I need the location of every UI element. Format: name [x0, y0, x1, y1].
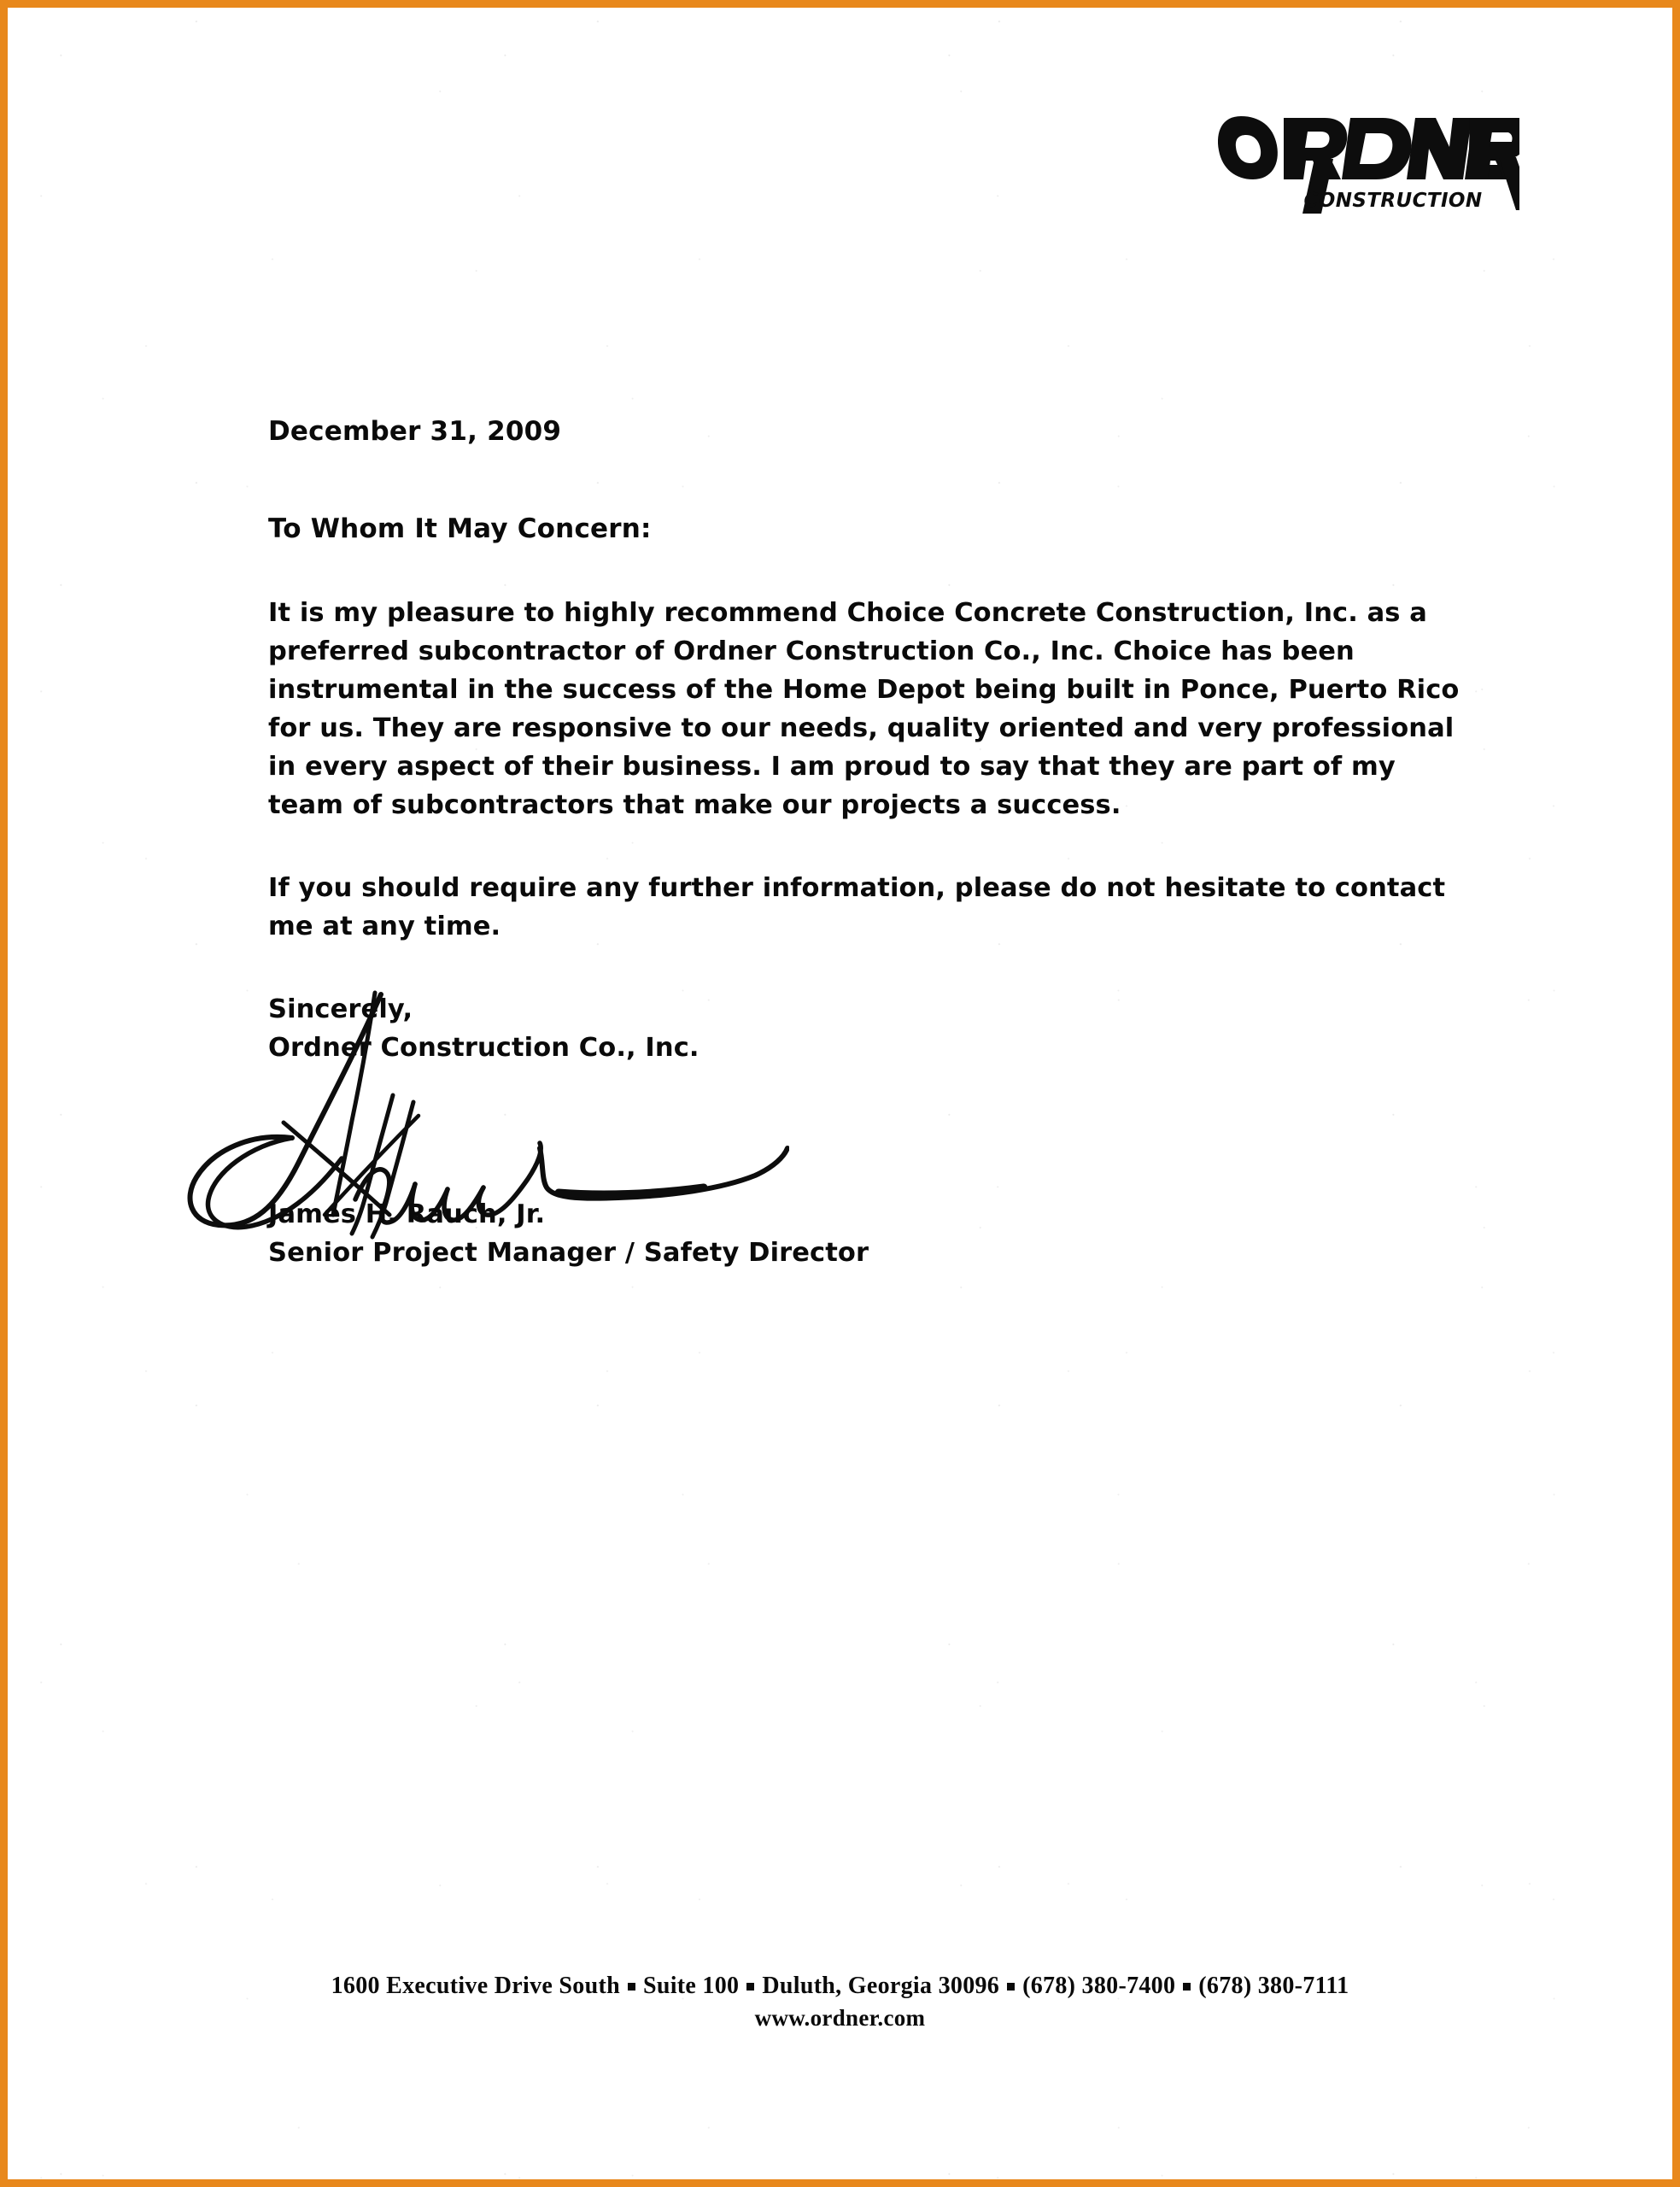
letter-content — [268, 416, 1460, 1067]
closing-line: Sincerely, — [268, 994, 413, 1024]
paragraph-1 — [268, 594, 1460, 824]
paragraph-2 — [268, 869, 1446, 946]
paragraph-1-line: instrumental in the success of the Home Depot being built in Ponce, Puerto Rico — [268, 675, 1460, 705]
salutation: To Whom It May Concern: — [268, 513, 652, 544]
ordner-construction-logo-icon — [1212, 97, 1519, 217]
paragraph-1-line: preferred subcontractor of Ordner Construction Co., Inc. Choice has been — [268, 636, 1355, 666]
paragraph-2-line: me at any time. — [268, 912, 501, 941]
footer-separator-icon — [628, 1983, 635, 1991]
footer-phone-secondary: (678) 380-7111 — [1198, 1973, 1349, 1999]
footer-separator-icon — [1183, 1983, 1191, 1991]
closing-block — [268, 990, 1379, 1067]
footer-suite: Suite 100 — [642, 1973, 740, 1999]
footer-separator-icon — [1007, 1983, 1015, 1991]
scan-noise-overlay — [8, 8, 1672, 2179]
footer-website: www.ordner.com — [754, 2005, 926, 2031]
footer-city-state-zip: Duluth, Georgia 30096 — [762, 1973, 1000, 1999]
paragraph-1-line: in every aspect of their business. I am proud to say that they are part of my — [268, 752, 1396, 782]
date-line: December 31, 2009 — [268, 416, 562, 447]
signer-block — [268, 1195, 1037, 1272]
paragraph-1-line: for us. They are responsive to our needs, quality oriented and very professional — [268, 713, 1455, 743]
closing-company: Ordner Construction Co., Inc. — [268, 1033, 700, 1063]
footer-separator-icon — [746, 1983, 754, 1991]
paragraph-1-line: It is my pleasure to highly recommend Choice Concrete Construction, Inc. as a — [268, 598, 1427, 628]
footer-address-line — [8, 1973, 1672, 2000]
paragraph-2-line: If you should require any further information, please do not hesitate to contact — [268, 873, 1446, 903]
letterhead-logo — [1212, 97, 1519, 217]
footer-street: 1600 Executive Drive South — [331, 1973, 620, 1999]
signer-title: Senior Project Manager / Safety Director — [268, 1238, 869, 1268]
signer-name: James H. Rauch, Jr. — [268, 1199, 546, 1229]
footer — [8, 1973, 1672, 2032]
footer-phone-primary: (678) 380-7400 — [1022, 1973, 1176, 1999]
paragraph-1-line: team of subcontractors that make our projects a success. — [268, 790, 1121, 820]
logo-subtext: CONSTRUCTION — [1303, 190, 1483, 212]
